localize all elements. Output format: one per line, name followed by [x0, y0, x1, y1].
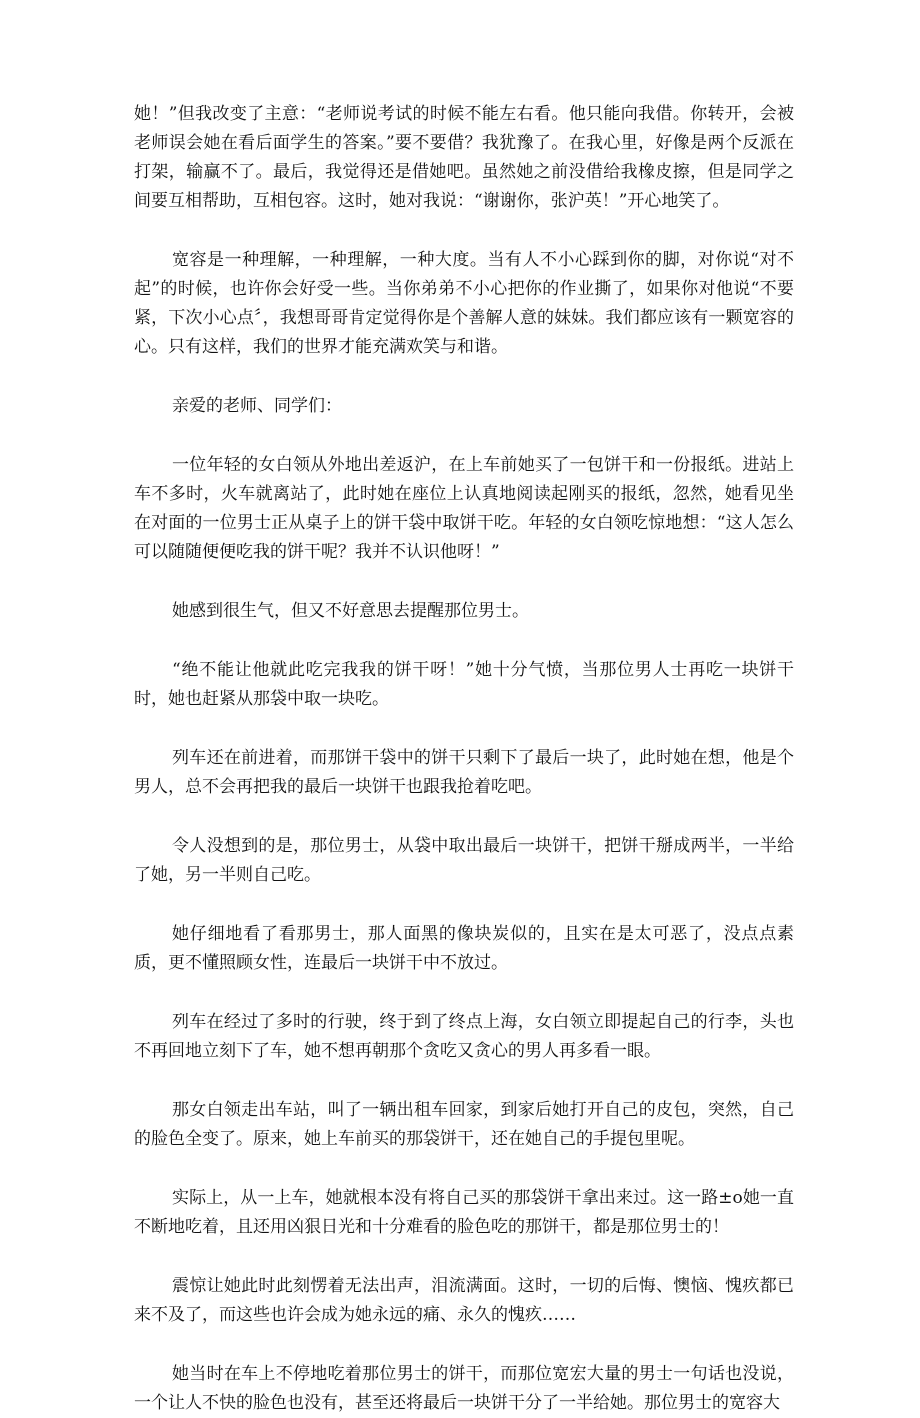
paragraph-story-judgement: 她仔细地看了看那男士，那人面黑的像块炭似的，且实在是太可恶了，没点点素质，更不懂照顾女性，连最后一块饼干中不放过。 — [134, 924, 794, 973]
paragraph-story-conclusion: 她当时在车上不停地吃着那位男士的饼干，而那位宽宏大量的男士一句话也没说，一个让人不快的脸色也没有，甚至还将最后一块饼干分了一半给她。那位男士的宽容大 — [134, 1364, 794, 1413]
paragraph-story-take-biscuit: “绝不能让他就此吃完我我的饼干呀！”她十分气愤，当那位男人士再吃一块饼干时，她也赶紧从那袋中取一块吃。 — [134, 660, 794, 709]
paragraph-story-regret: 震惊让她此时此刻愣着无法出声，泪流满面。这时，一切的后悔、懊恼、愧疚都已来不及了，而这些也许会成为她永远的痛、永久的愧疚…… — [134, 1276, 794, 1325]
paragraph-story-intro: 一位年轻的女白领从外地出差返沪，在上车前她买了一包饼干和一份报纸。进站上车不多时，火车就离站了，此时她在座位上认真地阅读起刚买的报纸，忽然，她看见坐在对面的一位男士正从桌子上的饼干袋中取饼干吃。年轻的女白领吃惊地想：“这人怎么可以随随便便吃我的饼干呢？我并不认识他呀！” — [134, 455, 794, 562]
paragraph-salutation: 亲爱的老师、同学们： — [172, 396, 342, 416]
paragraph-story-arrival: 列车在经过了多时的行驶，终于到了终点上海，女白领立即提起自己的行李，头也不再回地立刻下了车，她不想再朝那个贪吃又贪心的男人再多看一眼。 — [134, 1012, 794, 1061]
paragraph-continued-exam-story: 她！”但我改变了主意：“老师说考试的时候不能左右看。他只能向我借。你转开，会被老师误会她在看后面学生的答案。”要不要借？我犹豫了。在我心里，好像是两个反派在打架，输赢不了。最后，我觉得还是借她吧。虽然她之前没借给我橡皮擦，但是同学之间要互相帮助，互相包容。这时，她对我说：“谢谢你，张沪英！”开心地笑了。 — [134, 104, 794, 211]
paragraph-tolerance-definition: 宽容是一种理解，一种理解，一种大度。当有人不小心踩到你的脚，对你说“对不起”的时候，也许你会好受一些。当你弟弟不小心把你的作业撕了，如果你对他说“不要紧，下次小心点〞，我想哥哥肯定觉得你是个善解人意的妹妹。我们都应该有一颗宽容的心。只有这样，我们的世界才能充满欢笑与和谐。 — [134, 250, 794, 357]
document-body — [134, 100, 794, 1418]
paragraph-story-angry: 她感到很生气，但又不好意思去提醒那位男士。 — [172, 601, 529, 621]
paragraph-story-last-biscuit: 列车还在前进着，而那饼干袋中的饼干只剩下了最后一块了，此时她在想，他是个男人，总不会再把我的最后一块饼干也跟我抢着吃吧。 — [134, 748, 794, 797]
paragraph-story-discovery: 那女白领走出车站，叫了一辆出租车回家，到家后她打开自己的皮包，突然，自己的脸色全变了。原来，她上车前买的那袋饼干，还在她自己的手提包里呢。 — [134, 1100, 794, 1149]
paragraph-story-truth: 实际上，从一上车，她就根本没有将自己买的那袋饼干拿出来过。这一路±o她一直不断地吃着，且还用凶狠日光和十分难看的脸色吃的那饼干，都是那位男士的！ — [134, 1188, 794, 1237]
paragraph-story-split-biscuit: 令人没想到的是，那位男士，从袋中取出最后一块饼干，把饼干掰成两半，一半给了她，另一半则自己吃。 — [134, 836, 794, 885]
